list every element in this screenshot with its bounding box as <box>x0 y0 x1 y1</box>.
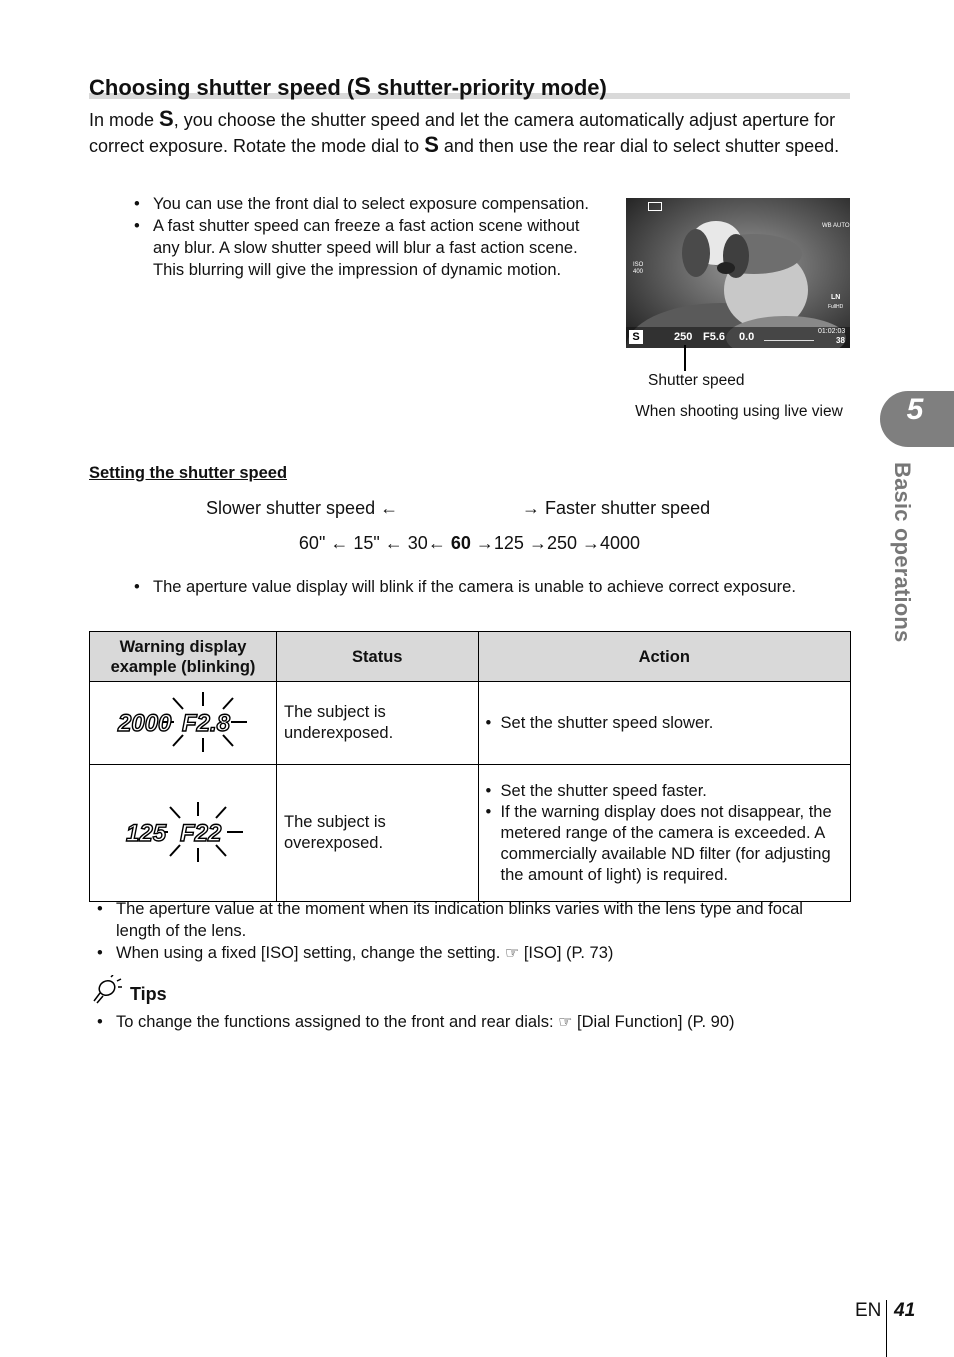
warning-example-cell <box>90 765 277 902</box>
warning-aperture: F2.8 <box>182 710 231 737</box>
caption-live-view: When shooting using live view <box>635 403 843 420</box>
table-header: Warning display example (blinking) <box>90 632 277 682</box>
table-row <box>90 765 851 902</box>
aperture-value: F5.6 <box>703 331 726 343</box>
chapter-label: Basic operations <box>890 462 915 643</box>
list-item: • When using a fixed [ISO] setting, change the setting. ☞ [ISO] (P. 73) <box>97 942 852 964</box>
photo-illustration <box>626 198 850 348</box>
tips-label: Tips <box>130 984 167 1004</box>
action-cell <box>478 765 850 902</box>
tips-lightbulb-icon <box>89 975 123 1005</box>
arrow-right-icon: → <box>522 498 540 518</box>
language-label: EN <box>855 1300 882 1321</box>
list-item: • The aperture value display will blink if the camera is unable to achieve correct exposure. <box>134 576 834 598</box>
arrow-left-icon: ← <box>380 498 399 518</box>
status-cell: The subject is underexposed. <box>277 682 479 765</box>
chapter-number: 5 <box>906 393 924 426</box>
battery-icon <box>648 202 662 211</box>
video-indicator: FullHD <box>828 304 844 310</box>
caption-shutter-speed: Shutter speed <box>648 372 745 389</box>
quality-indicator: LN <box>831 294 841 301</box>
warning-table <box>89 631 851 902</box>
page-number: 41 <box>894 1300 916 1321</box>
shutter-sequence: 60" ← 15" ← 30← 60 →125 →250 →4000 <box>298 533 641 553</box>
intro-paragraph: In mode S, you choose the shutter speed and let the camera automatically adjust aperture for correct exposure. Rotate the mode dial to S and then use the rear dial to select shutter speed. <box>89 106 840 157</box>
warning-aperture: F22 <box>180 820 222 847</box>
slower-label: Slower shutter speed ← <box>206 498 399 518</box>
list-item: • You can use the front dial to select exposure compensation. <box>134 193 594 215</box>
list-item: • To change the functions assigned to the front and rear dials: ☞ [Dial Function] (P. 90) <box>97 1011 852 1033</box>
aperture-note-list <box>134 576 834 598</box>
reference-icon: ☞ <box>504 943 520 962</box>
list-item: • The aperture value at the moment when its indication blinks varies with the lens type and focal length of the lens. <box>97 898 852 942</box>
shutter-value: 250 <box>674 331 693 343</box>
list-item: • Set the shutter speed slower. <box>486 713 843 734</box>
warning-shutter: 125 <box>126 820 167 847</box>
table-header: Action <box>478 632 850 682</box>
time-readout: 01:02:03 <box>818 328 846 335</box>
section-heading: Choosing shutter speed (S shutter-priority mode) <box>89 73 607 101</box>
caption-pointer-line <box>684 345 686 371</box>
blinking-warning-icon <box>90 765 276 895</box>
warning-shutter: 2000 <box>118 710 172 737</box>
tips-bullet-list <box>134 193 594 281</box>
exposure-value: 0.0 <box>739 331 755 343</box>
live-view-photo <box>626 198 850 348</box>
reference-icon: ☞ <box>558 1012 573 1031</box>
action-cell <box>478 682 850 765</box>
warning-example-cell <box>90 682 277 765</box>
list-item: • Set the shutter speed faster. <box>486 781 843 802</box>
blinking-warning-icon <box>90 682 276 758</box>
table-header: Status <box>277 632 479 682</box>
shot-count: 38 <box>836 336 845 345</box>
notes-list <box>97 898 852 964</box>
page-number-divider <box>886 1300 887 1357</box>
mode-indicator: S <box>629 330 643 344</box>
list-item: • A fast shutter speed can freeze a fast action scene without any blur. A slow shutter speed will blur a fast action scene. This blurring will give the impression of dynamic motion. <box>134 215 594 281</box>
table-row <box>90 682 851 765</box>
exposure-scale <box>764 340 814 341</box>
wb-indicator: WB AUTO <box>822 223 850 229</box>
status-cell: The subject is overexposed. <box>277 765 479 902</box>
iso-value: 400 <box>633 269 644 275</box>
tips-list <box>97 1011 852 1033</box>
subheading: Setting the shutter speed <box>89 464 288 482</box>
list-item: • If the warning display does not disappear, the metered range of the camera is exceeded. A commercially available ND filter (for adjusting the amount of light) is required. <box>486 802 843 886</box>
faster-label: → Faster shutter speed <box>522 498 711 518</box>
iso-label: ISO <box>633 262 644 268</box>
